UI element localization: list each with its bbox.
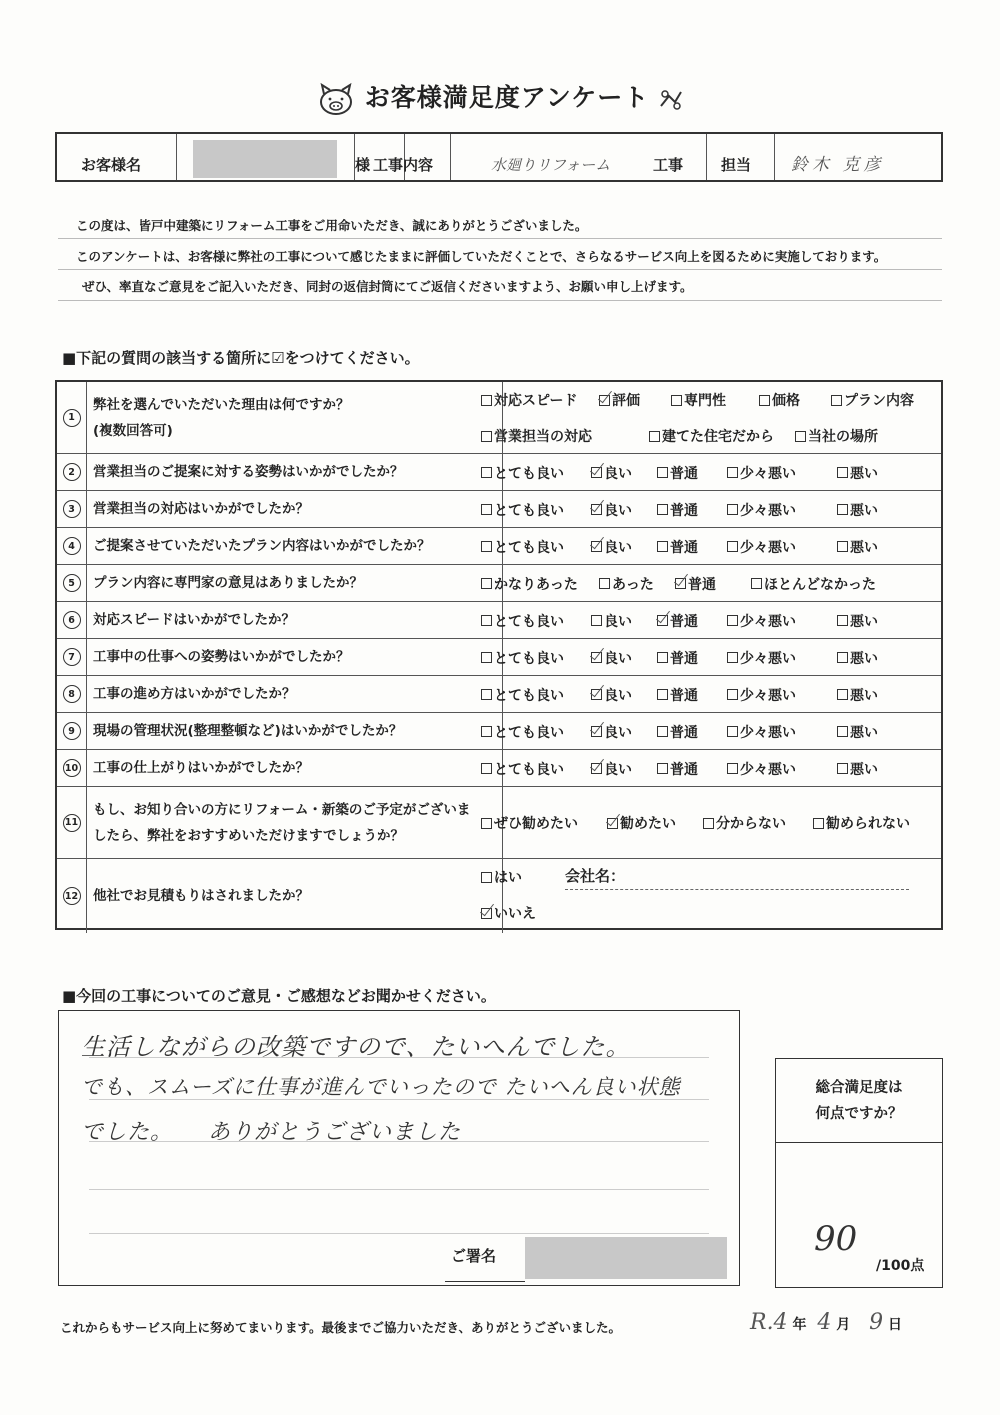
question-text-line: (複数回答可) — [93, 422, 173, 439]
answer-option[interactable] — [481, 426, 592, 446]
answer-option[interactable] — [759, 390, 800, 410]
answer-option[interactable] — [607, 813, 676, 833]
answer-options — [481, 750, 941, 786]
checkbox[interactable] — [481, 578, 492, 589]
option-label: 良い — [604, 465, 632, 482]
option-label: 悪い — [850, 502, 878, 519]
option-label: 良い — [604, 687, 632, 704]
checkbox[interactable] — [657, 689, 668, 700]
answer-options — [481, 565, 941, 601]
answer-option[interactable] — [481, 500, 564, 520]
question-text-line: もし、お知り合いの方にリフォーム・新築のご予定がございま — [93, 801, 471, 818]
question-text — [93, 382, 503, 453]
question-text-line: ご提案させていただいたプラン内容はいかがでしたか？ — [93, 538, 431, 554]
comment-rule — [89, 1233, 709, 1234]
answer-option[interactable] — [481, 813, 578, 833]
question-number-badge: 10 — [63, 759, 81, 777]
question-row — [57, 787, 941, 859]
question-text-line: 工事の仕上がりはいかがでしたか？ — [93, 760, 309, 776]
question-number-badge: 11 — [63, 814, 81, 832]
work-type-label: 工事内容 — [363, 134, 451, 180]
option-label: 少々悪い — [740, 613, 796, 630]
question-row — [57, 639, 941, 676]
overall-score-box — [775, 1058, 943, 1288]
date-month: 4 — [817, 1310, 832, 1335]
date-era: R.4 — [750, 1310, 788, 1335]
option-label: とても良い — [494, 539, 564, 556]
question-number — [57, 750, 87, 786]
answer-option[interactable] — [837, 722, 878, 742]
answer-option[interactable] — [599, 574, 654, 594]
option-label: 悪い — [850, 761, 878, 778]
answer-option[interactable] — [727, 500, 796, 520]
option-label: かなりあった — [494, 576, 578, 593]
option-label: ほとんどなかった — [764, 576, 876, 593]
checked-checkbox[interactable] — [591, 504, 602, 515]
company-name-field[interactable] — [565, 889, 909, 890]
answer-option[interactable] — [837, 648, 878, 668]
answer-option[interactable] — [657, 463, 698, 483]
customer-name-label: お客様名 — [57, 134, 177, 180]
question-number-badge: 1 — [63, 409, 81, 427]
checkbox[interactable] — [657, 541, 668, 552]
customer-info-table — [55, 132, 943, 182]
comment-line-2: でも、スムーズに仕事が進んでいったので たいへん良い状態 — [81, 1075, 681, 1099]
answer-option[interactable] — [481, 722, 564, 742]
option-label: とても良い — [494, 724, 564, 741]
answer-option[interactable] — [751, 574, 876, 594]
question-number — [57, 382, 87, 453]
answer-option[interactable] — [657, 685, 698, 705]
checkbox[interactable] — [481, 726, 492, 737]
option-label: 悪い — [850, 465, 878, 482]
checkbox[interactable] — [481, 541, 492, 552]
staff-label: 担当 — [707, 134, 775, 180]
question-row — [57, 528, 941, 565]
checked-checkbox[interactable] — [591, 652, 602, 663]
option-label: 評価 — [612, 393, 640, 409]
answer-options — [481, 602, 941, 638]
checkbox[interactable] — [837, 615, 848, 626]
closing-message: これからもサービス向上に努めてまいります。最後までご協力いただき、ありがとうございました。 — [60, 1320, 622, 1335]
question-text — [93, 787, 503, 858]
question-row — [57, 713, 941, 750]
question-text — [93, 713, 503, 749]
staff-handwritten: 鈴木 克彦 — [791, 155, 885, 175]
checkbox[interactable] — [727, 763, 738, 774]
score-label-2: 何点ですか？ — [815, 1105, 903, 1122]
answer-options — [481, 382, 941, 453]
checkbox[interactable] — [727, 652, 738, 663]
option-label: 普通 — [688, 576, 716, 593]
date-day-unit: 日 — [887, 1317, 902, 1333]
checkbox[interactable] — [657, 726, 668, 737]
checkbox[interactable] — [481, 431, 492, 442]
option-label: 建てた住宅だから — [662, 429, 774, 445]
option-label: 分からない — [716, 816, 786, 832]
question-text-line: プラン内容に専門家の意見はありましたか？ — [93, 575, 363, 591]
checked-checkbox[interactable] — [591, 726, 602, 737]
answer-option[interactable] — [591, 463, 632, 483]
question-text — [93, 750, 503, 786]
staff-value — [775, 134, 941, 180]
answer-option[interactable] — [657, 537, 698, 557]
checked-checkbox[interactable] — [591, 763, 602, 774]
intro-line-1: この度は、皆戸中建築にリフォーム工事をご用命いただき、誠にありがとうございました。 — [76, 218, 588, 233]
answer-option[interactable] — [591, 500, 632, 520]
checkbox[interactable] — [657, 652, 668, 663]
question-number — [57, 713, 87, 749]
question-number — [57, 454, 87, 490]
answer-options — [481, 676, 941, 712]
option-label: 普通 — [670, 650, 698, 667]
work-type-value — [451, 134, 631, 180]
option-label: とても良い — [494, 613, 564, 630]
option-label: 少々悪い — [740, 465, 796, 482]
question-number-badge: 4 — [63, 537, 81, 555]
option-label: はい — [494, 870, 522, 886]
checkbox[interactable] — [727, 541, 738, 552]
question-text-line: 営業担当のご提案に対する姿勢はいかがでしたか？ — [93, 464, 404, 480]
answer-option[interactable] — [671, 390, 726, 410]
checkbox[interactable] — [481, 504, 492, 515]
answer-option[interactable] — [591, 685, 632, 705]
checkbox[interactable] — [727, 689, 738, 700]
flower-icon — [657, 86, 683, 112]
checkbox[interactable] — [481, 652, 492, 663]
answer-option[interactable] — [657, 611, 698, 631]
answer-option[interactable] — [649, 426, 774, 446]
checked-checkbox[interactable] — [607, 818, 618, 829]
answer-option[interactable] — [481, 903, 536, 923]
honorific-text: 様 — [355, 156, 371, 174]
checkbox[interactable] — [657, 467, 668, 478]
answer-option[interactable] — [481, 611, 564, 631]
question-text — [93, 491, 503, 527]
score-label-1: 総合満足度は — [815, 1079, 903, 1096]
option-label: 当社の場所 — [808, 429, 878, 445]
answer-option[interactable] — [599, 390, 640, 410]
answer-option[interactable] — [727, 537, 796, 557]
option-label: 営業担当の対応 — [494, 429, 592, 445]
answer-option[interactable] — [837, 611, 878, 631]
intro-rule — [58, 238, 942, 239]
checked-checkbox[interactable] — [675, 578, 686, 589]
checkbox[interactable] — [481, 689, 492, 700]
answer-options — [481, 787, 941, 858]
question-text-line: 対応スピードはいかがでしたか？ — [93, 612, 295, 628]
question-number — [57, 528, 87, 564]
comment-line-1: 生活しながらの改築ですので、たいへんでした。 — [81, 1033, 631, 1061]
checkbox[interactable] — [837, 652, 848, 663]
answer-option[interactable] — [481, 685, 564, 705]
option-label: 普通 — [670, 761, 698, 778]
checkbox[interactable] — [759, 395, 770, 406]
intro-line-2: このアンケートは、お客様に弊社の工事について感じたままに評価していただくことで、さらなるサービス向上を図るために実施しております。 — [76, 249, 887, 264]
option-label: 良い — [604, 502, 632, 519]
checkbox[interactable] — [649, 431, 660, 442]
checkbox[interactable] — [671, 395, 682, 406]
question-row — [57, 454, 941, 491]
date-year-unit: 年 — [792, 1317, 807, 1333]
answer-option[interactable] — [591, 648, 632, 668]
answer-option[interactable] — [837, 500, 878, 520]
date-month-unit: 月 — [836, 1317, 851, 1333]
question-text-line: 現場の管理状況(整理整頓など)はいかがでしたか？ — [93, 723, 403, 739]
option-label: 悪い — [850, 687, 878, 704]
question-text — [93, 859, 503, 933]
question-number — [57, 565, 87, 601]
question-text-line: 営業担当の対応はいかがでしたか？ — [93, 501, 309, 517]
question-number — [57, 787, 87, 858]
score-suffix: /100点 — [876, 1258, 925, 1274]
question-number-badge: 6 — [63, 611, 81, 629]
question-number-badge: 3 — [63, 500, 81, 518]
answer-option[interactable] — [481, 867, 522, 887]
option-label: 普通 — [670, 724, 698, 741]
customer-name-field — [177, 134, 355, 180]
answer-option[interactable] — [813, 813, 910, 833]
checkbox[interactable] — [727, 615, 738, 626]
answer-option[interactable] — [657, 722, 698, 742]
question-row — [57, 750, 941, 787]
answer-option[interactable] — [837, 759, 878, 779]
answer-option[interactable] — [481, 648, 564, 668]
question-number-badge: 8 — [63, 685, 81, 703]
question-text — [93, 639, 503, 675]
option-label: 少々悪い — [740, 724, 796, 741]
answer-option[interactable] — [837, 685, 878, 705]
answer-option[interactable] — [591, 722, 632, 742]
option-label: 勧められない — [826, 816, 910, 832]
checkbox[interactable] — [481, 395, 492, 406]
option-label: 対応スピード — [494, 393, 578, 409]
option-label: 良い — [604, 650, 632, 667]
answer-option[interactable] — [703, 813, 786, 833]
option-label: とても良い — [494, 465, 564, 482]
question-text — [93, 565, 503, 601]
checkbox[interactable] — [599, 578, 610, 589]
answer-option[interactable] — [481, 759, 564, 779]
checked-checkbox[interactable] — [591, 541, 602, 552]
answer-option[interactable] — [831, 390, 914, 410]
answer-option[interactable] — [727, 463, 796, 483]
intro-rule — [58, 300, 942, 301]
answer-option[interactable] — [481, 463, 564, 483]
option-label: とても良い — [494, 650, 564, 667]
option-label: 専門性 — [684, 393, 726, 409]
option-label: 価格 — [772, 393, 800, 409]
question-row — [57, 676, 941, 713]
redacted-signature — [525, 1237, 727, 1279]
answer-option[interactable] — [727, 685, 796, 705]
form-title-block — [0, 78, 1000, 116]
checkbox[interactable] — [481, 467, 492, 478]
score-question — [776, 1059, 942, 1143]
checkbox[interactable] — [813, 818, 824, 829]
checkbox[interactable] — [481, 872, 492, 883]
checkbox[interactable] — [837, 504, 848, 515]
option-label: あった — [612, 576, 654, 593]
question-text — [93, 454, 503, 490]
comments-box — [58, 1010, 740, 1286]
option-label: とても良い — [494, 687, 564, 704]
answer-option[interactable] — [657, 759, 698, 779]
question-number — [57, 639, 87, 675]
questions-table — [55, 380, 943, 930]
intro-line-3: ぜひ、率直なご意見をご記入いただき、同封の返信封筒にてご返信くださいますよう、お願い申し上げます。 — [82, 279, 693, 294]
checked-checkbox[interactable] — [481, 908, 492, 919]
answer-options — [481, 639, 941, 675]
checkbox[interactable] — [657, 763, 668, 774]
answer-option[interactable] — [481, 537, 564, 557]
question-text — [93, 602, 503, 638]
question-row — [57, 382, 941, 454]
answer-option[interactable] — [481, 390, 577, 410]
checkbox[interactable] — [727, 467, 738, 478]
answer-option[interactable] — [727, 722, 796, 742]
option-label: プラン内容 — [844, 393, 914, 409]
question-text — [93, 676, 503, 712]
checkbox[interactable] — [591, 615, 602, 626]
option-label: 悪い — [850, 539, 878, 556]
option-label: 少々悪い — [740, 502, 796, 519]
signature-label: ご署名 — [451, 1247, 497, 1265]
checkbox[interactable] — [831, 395, 842, 406]
option-label: 普通 — [670, 502, 698, 519]
question-row — [57, 602, 941, 639]
option-label: 良い — [604, 613, 632, 630]
question-text-line: 工事の進め方はいかがでしたか？ — [93, 686, 296, 702]
answer-option[interactable] — [675, 574, 716, 594]
answer-option[interactable] — [591, 537, 632, 557]
question-row — [57, 491, 941, 528]
question-text-line: したら、弊社をおすすめいただけますでしょうか？ — [93, 827, 405, 844]
checkbox[interactable] — [481, 818, 492, 829]
option-label: 良い — [604, 724, 632, 741]
question-number-badge: 2 — [63, 463, 81, 481]
option-label: 普通 — [670, 613, 698, 630]
option-label: ぜひ勧めたい — [494, 816, 578, 832]
answer-option[interactable] — [591, 759, 632, 779]
intro-rule — [58, 269, 942, 270]
company-name-label: 会社名： — [565, 867, 626, 885]
option-label: いいえ — [494, 906, 536, 922]
question-text-line: 他社でお見積もりはされましたか？ — [93, 888, 309, 904]
answer-option[interactable] — [727, 611, 796, 631]
redacted-name — [193, 140, 337, 178]
checked-checkbox[interactable] — [591, 689, 602, 700]
option-label: 良い — [604, 539, 632, 556]
checkbox[interactable] — [837, 689, 848, 700]
question-number — [57, 491, 87, 527]
section-heading-questions: ■下記の質問の該当する箇所に☑をつけてください。 — [62, 349, 420, 367]
option-label: 悪い — [850, 724, 878, 741]
comment-line-3: でした。 ありがとうございました — [81, 1120, 462, 1145]
checkbox[interactable] — [837, 541, 848, 552]
answer-option[interactable] — [657, 648, 698, 668]
option-label: 良い — [604, 761, 632, 778]
checkbox[interactable] — [481, 763, 492, 774]
answer-option[interactable] — [591, 611, 632, 631]
question-number-badge: 5 — [63, 574, 81, 592]
answer-options — [481, 528, 941, 564]
date-day: 9 — [869, 1310, 884, 1335]
answer-option[interactable] — [837, 463, 878, 483]
question-number-badge: 12 — [63, 887, 81, 905]
question-number — [57, 602, 87, 638]
pig-mascot-icon — [317, 82, 355, 116]
question-number — [57, 676, 87, 712]
question-number-badge: 7 — [63, 648, 81, 666]
checked-checkbox[interactable] — [657, 615, 668, 626]
answer-option[interactable] — [795, 426, 878, 446]
answer-option[interactable] — [727, 648, 796, 668]
answer-options — [481, 859, 941, 933]
score-value: 90 — [814, 1219, 858, 1259]
question-row — [57, 859, 941, 933]
option-label: 少々悪い — [740, 761, 796, 778]
checkbox[interactable] — [727, 726, 738, 737]
question-number — [57, 859, 87, 933]
checkbox[interactable] — [837, 467, 848, 478]
checkbox[interactable] — [837, 726, 848, 737]
comment-rule — [89, 1189, 709, 1190]
answer-option[interactable] — [727, 759, 796, 779]
date-field — [750, 1310, 902, 1335]
answer-options — [481, 491, 941, 527]
option-label: 少々悪い — [740, 687, 796, 704]
checkbox[interactable] — [703, 818, 714, 829]
answer-option[interactable] — [837, 537, 878, 557]
question-text-line: 弊社を選んでいただいた理由は何ですか？ — [93, 396, 350, 413]
checked-checkbox[interactable] — [591, 467, 602, 478]
answer-option[interactable] — [657, 500, 698, 520]
option-label: とても良い — [494, 761, 564, 778]
question-row — [57, 565, 941, 602]
checkbox[interactable] — [657, 504, 668, 515]
question-number-badge: 9 — [63, 722, 81, 740]
checkbox[interactable] — [837, 763, 848, 774]
answer-option[interactable] — [481, 574, 578, 594]
checkbox[interactable] — [727, 504, 738, 515]
checkbox[interactable] — [795, 431, 806, 442]
option-label: 少々悪い — [740, 539, 796, 556]
signature-underline — [445, 1281, 525, 1282]
checkbox[interactable] — [481, 615, 492, 626]
answer-options — [481, 713, 941, 749]
question-text-line: 工事中の仕事への姿勢はいかがでしたか？ — [93, 649, 350, 665]
option-label: とても良い — [494, 502, 564, 519]
answer-options — [481, 454, 941, 490]
option-label: 普通 — [670, 539, 698, 556]
option-label: 悪い — [850, 613, 878, 630]
work-suffix: 工事 — [631, 134, 707, 180]
option-label: 普通 — [670, 687, 698, 704]
checkbox[interactable] — [751, 578, 762, 589]
option-label: 少々悪い — [740, 650, 796, 667]
page-title: お客様満足度アンケート — [364, 83, 650, 112]
question-text — [93, 528, 503, 564]
work-type-handwritten: 水廻りリフォーム — [491, 156, 611, 174]
option-label: 悪い — [850, 650, 878, 667]
section-heading-comments: ■今回の工事についてのご意見・ご感想などお聞かせください。 — [62, 987, 496, 1005]
option-label: 普通 — [670, 465, 698, 482]
option-label: 勧めたい — [620, 816, 676, 832]
checked-checkbox[interactable] — [599, 395, 610, 406]
